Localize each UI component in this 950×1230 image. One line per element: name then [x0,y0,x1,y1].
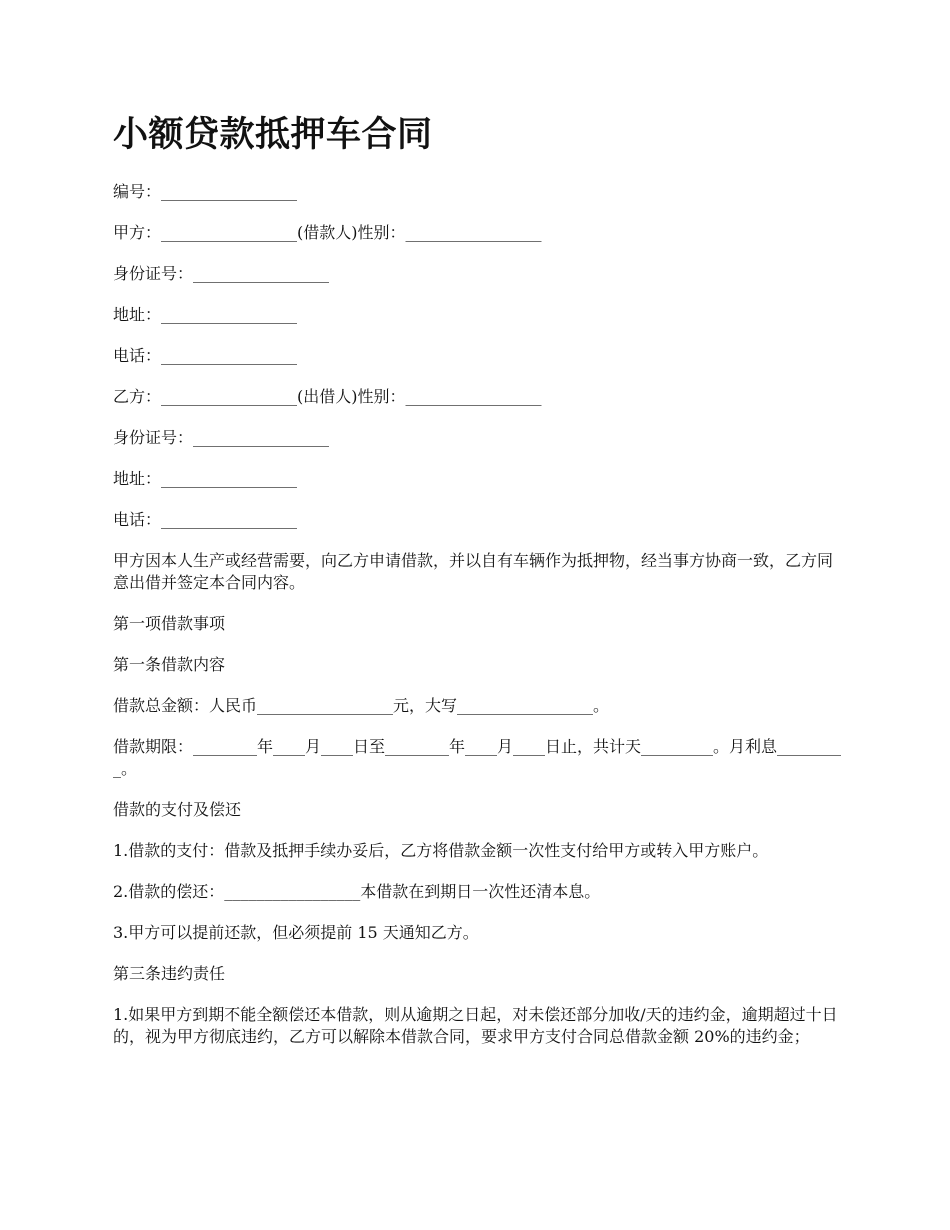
party-b-id-line: 身份证号：_________________ [113,428,330,447]
party-a-line: 甲方：_________________(借款人)性别：_________________ [113,223,542,242]
clause-loan-repayment: 2.借款的偿还：_________________本借款在到期日一次性还清本息。 [113,882,601,901]
party-b-address-line: 地址：_________________ [113,469,298,488]
clause-loan-payment: 1.借款的支付：借款及抵押手续办妥后，乙方将借款金额一次性支付给甲方或转入甲方账户。 [113,841,769,860]
heading-payment-repayment: 借款的支付及偿还 [113,800,242,819]
loan-amount-line: 借款总金额：人民币_________________元，大写_________________。 [113,696,610,715]
party-a-id-line: 身份证号：_________________ [113,264,330,283]
preamble-paragraph: 甲方因本人生产或经营需要，向乙方申请借款，并以自有车辆作为抵押物，经当事方协商一致，乙方同意出借并签定本合同内容。 [113,551,834,592]
article-heading-breach-liability: 第三条违约责任 [113,964,226,983]
loan-term-paragraph: 借款期限：________年____月____日至________年____月____日止，共计天_________。月利息_________。 [113,737,842,778]
clause-breach-penalty: 1.如果甲方到期不能全额偿还本借款，则从逾期之日起，对未偿还部分加收/天的违约金，逾期超过十日的，视为甲方彻底违约，乙方可以解除本借款合同，要求甲方支付合同总借款金额 20%的违约金； [113,1005,838,1046]
article-heading-loan-content: 第一条借款内容 [113,655,226,674]
section-heading-loan-matters: 第一项借款事项 [113,614,226,633]
party-b-phone-line: 电话：_________________ [113,510,298,529]
clause-early-repayment: 3.甲方可以提前还款，但必须提前 15 天通知乙方。 [113,923,479,942]
contract-number-line: 编号：_________________ [113,182,298,201]
party-a-address-line: 地址：_________________ [113,305,298,324]
party-a-phone-line: 电话：_________________ [113,346,298,365]
document-page [113,112,841,1067]
document-title: 小额贷款抵押车合同 [113,114,433,155]
party-b-line: 乙方：_________________(出借人)性别：_________________ [113,387,542,406]
